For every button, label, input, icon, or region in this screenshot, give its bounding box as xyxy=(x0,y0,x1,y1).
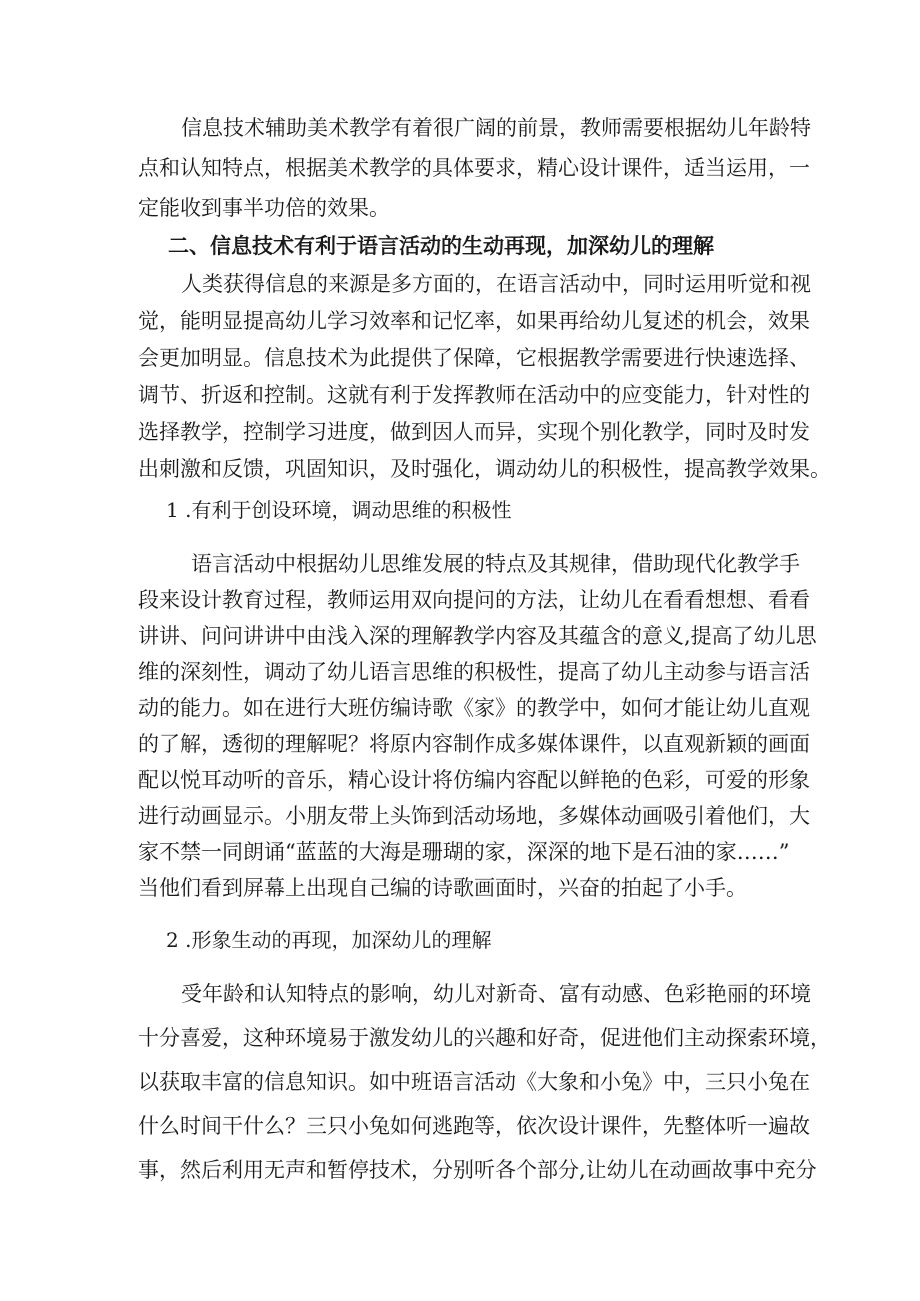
text-line: 以获取丰富的信息知识。如中班语言活动《大象和小兔》中，三只小兔在 xyxy=(138,1070,810,1094)
text-line: 受年龄和认知特点的影响，幼儿对新奇、富有动感、色彩艳丽的环境 xyxy=(181,982,811,1006)
text-line: 觉，能明显提高幼儿学习效率和记忆率，如果再给幼儿复述的机会，效果 xyxy=(138,309,810,333)
subheading: 1 .有利于创设环境，调动思维的积极性 xyxy=(166,498,512,522)
text-line: 的了解，透彻的理解呢？将原内容制作成多媒体课件，以直观新颖的画面 xyxy=(138,732,810,756)
text-line: 定能收到事半功倍的效果。 xyxy=(138,196,390,220)
text-line: 维的深刻性，调动了幼儿语言思维的积极性，提高了幼儿主动参与语言活 xyxy=(138,660,810,684)
text-line: 配以悦耳动听的音乐，精心设计将仿编内容配以鲜艳的色彩，可爱的形象 xyxy=(138,768,810,792)
text-line: 什么时间干什么？三只小兔如何逃跑等，依次设计课件，先整体听一遍故 xyxy=(138,1114,810,1138)
text-line: 调节、折返和控制。这就有利于发挥教师在活动中的应变能力，针对性的 xyxy=(138,383,810,407)
text-line: 当他们看到屏幕上出现自己编的诗歌画面时，兴奋的拍起了小手。 xyxy=(138,876,747,900)
text-line: 点和认知特点，根据美术教学的具体要求，精心设计课件，适当运用，一 xyxy=(138,156,810,180)
text-line: 人类获得信息的来源是多方面的，在语言活动中，同时运用听觉和视 xyxy=(181,272,811,296)
text-line: 事，然后利用无声和暂停技术，分别听各个部分,让幼儿在动画故事中充分 xyxy=(138,1158,817,1182)
text-line: 会更加明显。信息技术为此提供了保障，它根据教学需要进行快速选择、 xyxy=(138,346,810,370)
text-line: 段来设计教育过程，教师运用双向提问的方法，让幼儿在看看想想、看看 xyxy=(138,588,810,612)
text-line: 信息技术辅助美术教学有着很广阔的前景，教师需要根据幼儿年龄特 xyxy=(181,116,811,140)
section-heading: 二、信息技术有利于语言活动的生动再现，加深幼儿的理解 xyxy=(168,233,714,258)
text-line: 十分喜爱，这种环境易于激发幼儿的兴趣和好奇，促进他们主动探索环境， xyxy=(138,1026,831,1050)
text-line: 动的能力。如在进行大班仿编诗歌《家》的教学中，如何才能让幼儿直观 xyxy=(138,696,810,720)
text-line: 讲讲、问问讲讲中由浅入深的理解教学内容及其蕴含的意义,提高了幼儿思 xyxy=(138,624,817,648)
text-line: 出刺激和反馈，巩固知识，及时强化，调动幼儿的积极性，提高教学效果。 xyxy=(138,457,831,481)
subheading: 2 .形象生动的再现，加深幼儿的理解 xyxy=(166,928,492,952)
text-line: 进行动画显示。小朋友带上头饰到活动场地，多媒体动画吸引着他们，大 xyxy=(138,804,810,828)
text-line: 语言活动中根据幼儿思维发展的特点及其规律，借助现代化教学手 xyxy=(191,552,800,576)
text-line: 选择教学，控制学习进度，做到因人而异，实现个别化教学，同时及时发 xyxy=(138,420,810,444)
text-line: 家不禁一同朗诵“蓝蓝的大海是珊瑚的家，深深的地下是石油的家……” xyxy=(138,840,790,864)
